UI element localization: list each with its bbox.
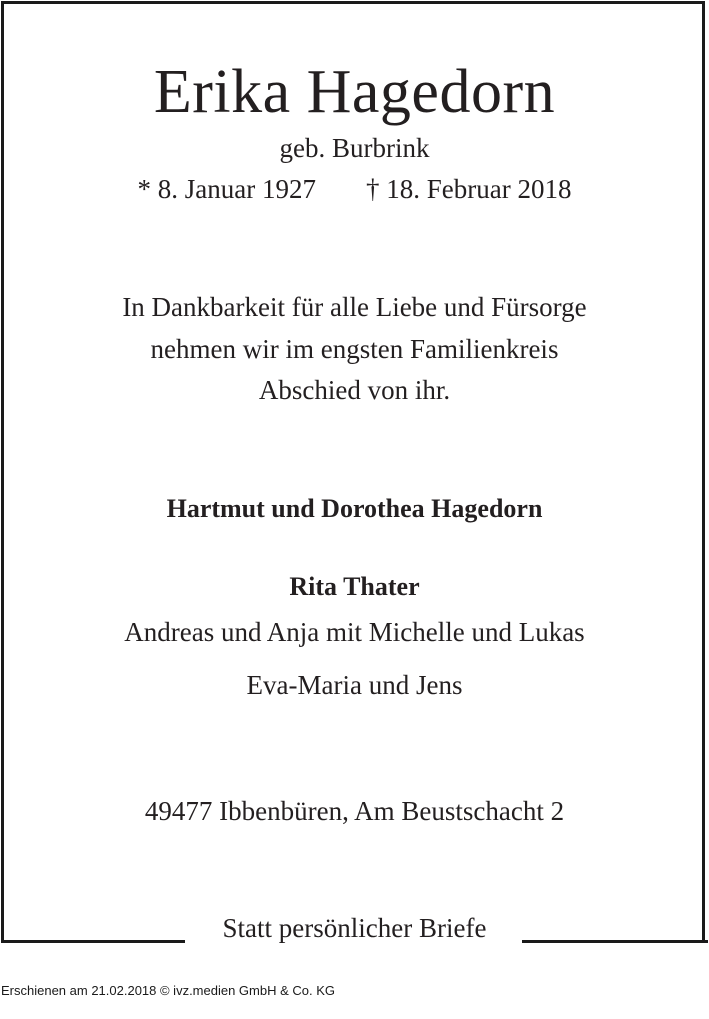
mourner-primary: Hartmut und Dorothea Hagedorn xyxy=(166,494,543,523)
publication-credit: Erschienen am 21.02.2018 © ivz.medien GmbH & Co. KG xyxy=(1,983,336,998)
deceased-name: Erika Hagedorn xyxy=(153,58,556,126)
address: 49477 Ibbenbüren, Am Beustschacht 2 xyxy=(144,796,565,826)
message-line: In Dankbarkeit für alle Liebe und Fürsorge xyxy=(122,292,587,322)
birth-date: * 8. Januar 1927 xyxy=(137,174,316,204)
death-date: † 18. Februar 2018 xyxy=(366,174,572,204)
mourner-family: Eva-Maria und Jens xyxy=(246,670,463,700)
footer-note: Statt persönlicher Briefe xyxy=(222,913,487,943)
message-line: Abschied von ihr. xyxy=(258,375,451,405)
maiden-name: geb. Burbrink xyxy=(279,133,430,163)
message-line: nehmen wir im engsten Familienkreis xyxy=(150,334,559,364)
mourner-family: Andreas und Anja mit Michelle und Lukas xyxy=(124,617,585,647)
mourner-secondary: Rita Thater xyxy=(289,572,420,601)
life-dates xyxy=(0,173,709,205)
